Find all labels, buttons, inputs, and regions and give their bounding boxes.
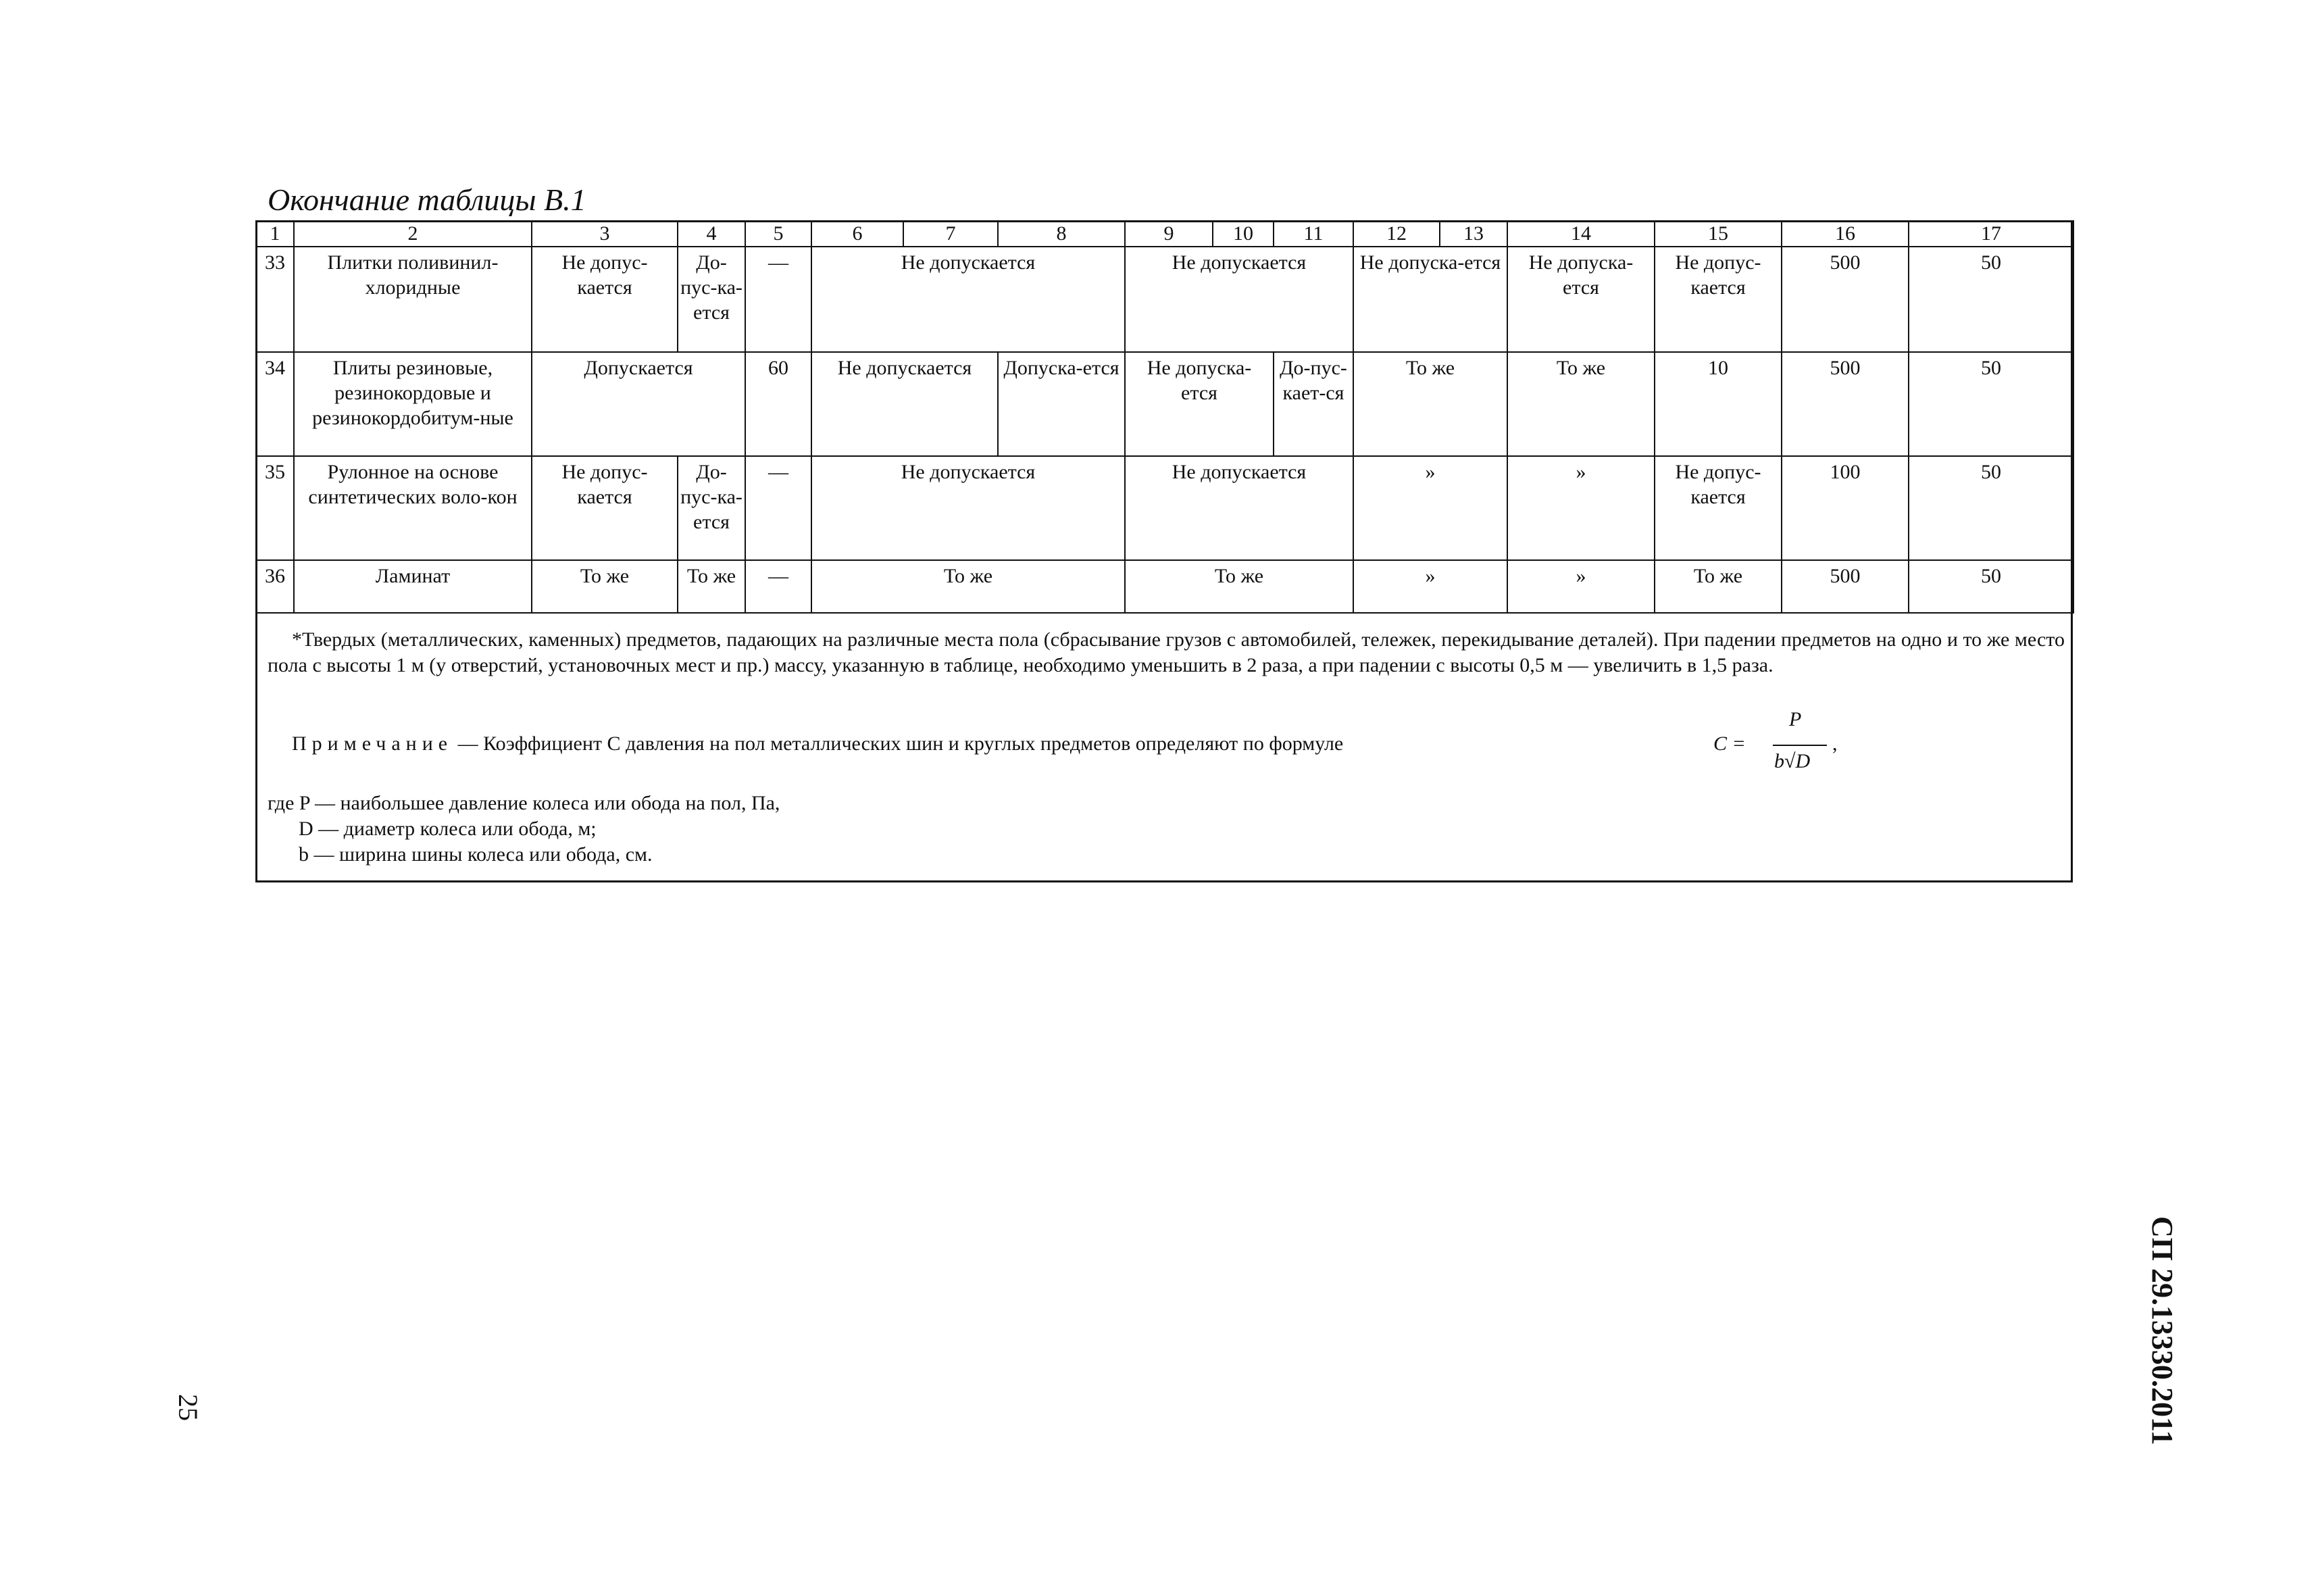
floor-type-name: Плитки поливинил-хлоридные <box>294 247 532 352</box>
table-cell: Не допускается <box>811 247 1125 352</box>
fraction-bar <box>1773 745 1827 746</box>
legend-d: D — диаметр колеса или обода, м; <box>299 818 597 840</box>
table-cell: 100 <box>1782 456 1909 560</box>
row-number: 36 <box>256 560 294 613</box>
note-label: Примечание <box>292 732 453 755</box>
table-cell: До-пус-ка-ется <box>678 456 745 560</box>
table-cell: — <box>745 247 811 352</box>
table-cell: Не допускается <box>1125 247 1353 352</box>
page-number: 25 <box>173 1394 203 1421</box>
table-cell: 50 <box>1909 560 2073 613</box>
table-cell: То же <box>1125 560 1353 613</box>
table-cell: Не допуска-ется <box>1353 247 1507 352</box>
table-cell: То же <box>1655 560 1782 613</box>
table-cell: 10 <box>1655 352 1782 456</box>
table-cell: Не допуска-ется <box>1125 352 1274 456</box>
table-cell: Не допуска-ется <box>1507 247 1655 352</box>
table-cell: » <box>1353 560 1507 613</box>
table-cell: Не допускается <box>1125 456 1353 560</box>
table-cell: 50 <box>1909 352 2073 456</box>
table-cell: До-пус-кает-ся <box>1274 352 1353 456</box>
note-with-formula <box>268 708 2065 785</box>
row-number: 34 <box>256 352 294 456</box>
header-cell: 15 <box>1655 221 1782 247</box>
floor-type-name: Рулонное на основе синтетических воло-кон <box>294 456 532 560</box>
legend-p: где P — наибольшее давление колеса или обода на пол, Па, <box>268 792 780 814</box>
table-cell: Не допус-кается <box>1655 247 1782 352</box>
header-cell: 3 <box>532 221 678 247</box>
header-cell: 5 <box>745 221 811 247</box>
header-cell: 13 <box>1440 221 1507 247</box>
legend-b: b — ширина шины колеса или обода, см. <box>299 843 653 866</box>
table-cell: До-пус-ка-ется <box>678 247 745 352</box>
floor-type-name: Плиты резиновые, резинокордовые и резинокордобитум-ные <box>294 352 532 456</box>
table-cell: — <box>745 456 811 560</box>
header-cell: 16 <box>1782 221 1909 247</box>
header-cell: 2 <box>294 221 532 247</box>
formula-numerator: P <box>1789 708 1802 730</box>
table-cell: То же <box>1507 352 1655 456</box>
pressure-formula <box>1713 708 1848 785</box>
table-cell: 500 <box>1782 560 1909 613</box>
header-cell: 17 <box>1909 221 2073 247</box>
header-cell: 1 <box>256 221 294 247</box>
table-cell: » <box>1353 456 1507 560</box>
table-cell: » <box>1507 560 1655 613</box>
table-cell: Не допус-кается <box>1655 456 1782 560</box>
formula-lhs: С = <box>1713 732 1746 755</box>
table-cell: — <box>745 560 811 613</box>
header-cell: 4 <box>678 221 745 247</box>
table-cell: Допускается <box>532 352 745 456</box>
table-cell: 500 <box>1782 352 1909 456</box>
table-cell: 50 <box>1909 247 2073 352</box>
table-cell: Не допускается <box>811 352 998 456</box>
footnote: *Твердых (металлических, каменных) предметов, падающих на различные места пола (сбрасывание грузов с автомобилей, тележек, перекидывание деталей). При падении предметов на одно и то же место пола с высоты 1 м (у отверстий, установочных мест и пр.) массу, указанную в таблице, необходимо уменьшить в 2 раза, а при падении с высоты 0,5 м — увеличить в 1,5 раза. <box>268 628 2065 676</box>
formula-denominator: b√D <box>1774 750 1811 772</box>
table-cell: 500 <box>1782 247 1909 352</box>
table-cell: То же <box>532 560 678 613</box>
header-cell: 14 <box>1507 221 1655 247</box>
row-number: 35 <box>256 456 294 560</box>
formula-comma: , <box>1832 732 1838 755</box>
header-cell: 10 <box>1213 221 1274 247</box>
floor-type-name: Ламинат <box>294 560 532 613</box>
table-cell: » <box>1507 456 1655 560</box>
note-sentence <box>292 731 1343 757</box>
header-cell: 6 <box>811 221 903 247</box>
table-cell: Допуска-ется <box>998 352 1125 456</box>
table-cell: Не допус-кается <box>532 247 678 352</box>
table-cell: То же <box>678 560 745 613</box>
formula-legend <box>268 791 2065 868</box>
table-cell: 60 <box>745 352 811 456</box>
table-cell: Не допускается <box>811 456 1125 560</box>
document-code: СП 29.13330.2011 <box>2146 1216 2179 1445</box>
table-notes <box>268 627 2065 868</box>
table-cell: То же <box>811 560 1125 613</box>
row-number: 33 <box>256 247 294 352</box>
header-cell: 7 <box>903 221 998 247</box>
header-cell: 9 <box>1125 221 1213 247</box>
header-cell: 11 <box>1274 221 1353 247</box>
table-cell: Не допус-кается <box>532 456 678 560</box>
header-cell: 12 <box>1353 221 1440 247</box>
note-text: — Коэффициент С давления на пол металлических шин и круглых предметов определяют по формуле <box>453 732 1344 755</box>
table-cell: То же <box>1353 352 1507 456</box>
table-continuation-title: Окончание таблицы В.1 <box>268 182 586 217</box>
table-cell: 50 <box>1909 456 2073 560</box>
header-cell: 8 <box>998 221 1125 247</box>
